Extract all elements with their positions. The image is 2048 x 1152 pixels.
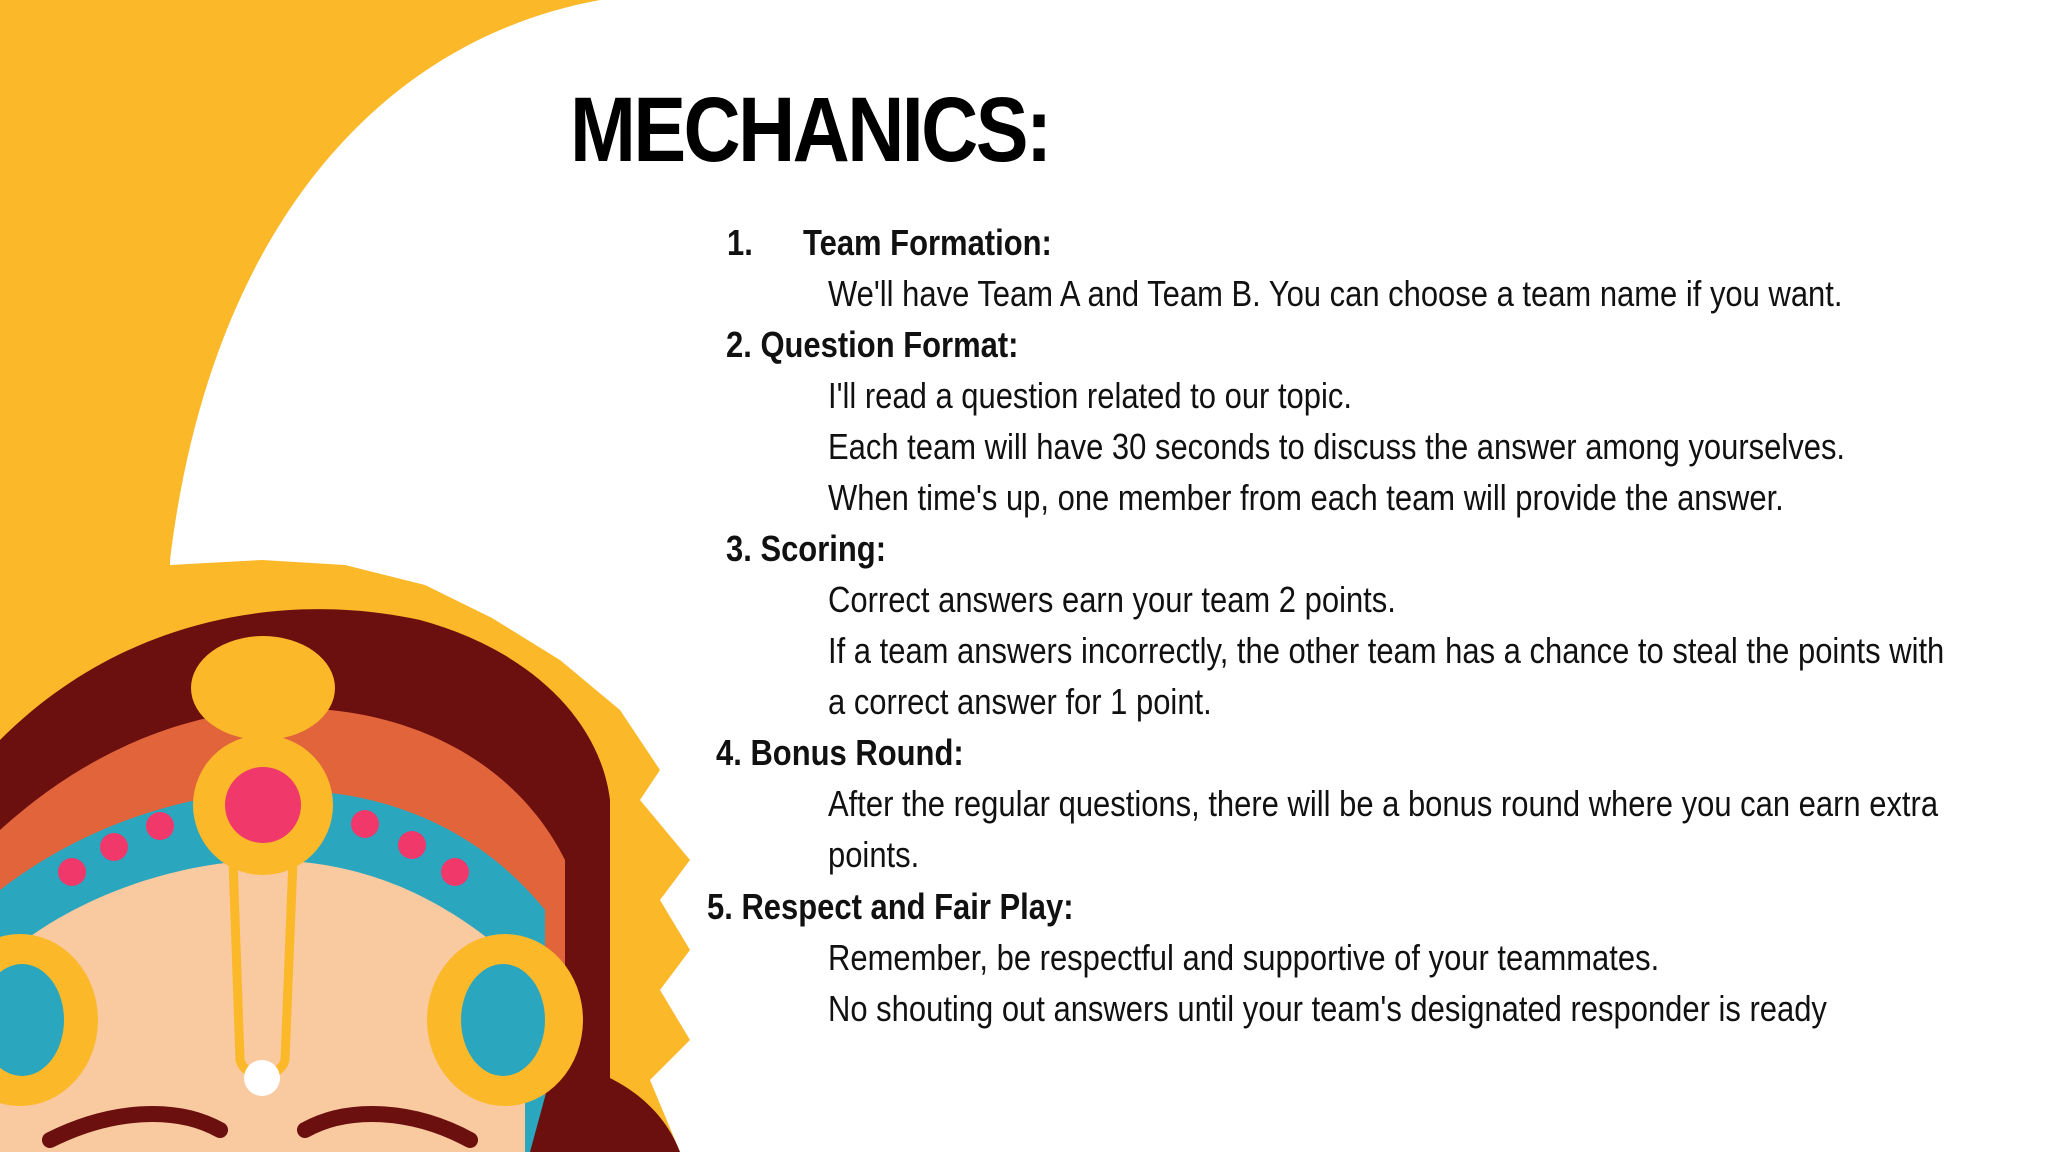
section-3-heading: Scoring: xyxy=(760,528,887,569)
section-3-line-1: Correct answers earn your team 2 points. xyxy=(828,579,1396,620)
section-5-line-2: No shouting out answers until your team's designated responder is ready xyxy=(828,988,1827,1029)
section-1-number: 1. xyxy=(727,222,753,263)
section-2-line-2: Each team will have 30 seconds to discuss the answer among yourselves. xyxy=(828,426,1846,467)
band-dot xyxy=(351,810,379,838)
section-2-heading-row xyxy=(726,324,1018,365)
section-1-line-1: We'll have Team A and Team B. You can choose a team name if you want. xyxy=(828,273,1843,314)
pearl-shape xyxy=(244,1060,280,1096)
crown-dome-shape xyxy=(191,636,335,740)
section-1-heading: Team Formation: xyxy=(803,222,1052,263)
section-3-number: 3. xyxy=(726,528,752,569)
section-5-heading-row xyxy=(707,886,1074,927)
section-4-heading-row xyxy=(716,732,964,773)
section-5-heading: Respect and Fair Play: xyxy=(741,886,1074,927)
band-dot xyxy=(100,833,128,861)
section-5-number: 5. xyxy=(707,886,733,927)
section-3-heading-row xyxy=(726,528,886,569)
band-dot xyxy=(146,812,174,840)
section-3-line-3: a correct answer for 1 point. xyxy=(828,681,1212,722)
section-2-number: 2. xyxy=(726,324,752,365)
section-5-line-1: Remember, be respectful and supportive of your teammates. xyxy=(828,937,1660,978)
band-dot xyxy=(441,858,469,886)
right-earring-inner-shape xyxy=(461,964,545,1076)
section-4-number: 4. xyxy=(716,732,742,773)
band-dot xyxy=(398,831,426,859)
band-dot xyxy=(58,858,86,886)
section-3-line-2: If a team answers incorrectly, the other team has a chance to steal the points with xyxy=(828,630,1945,671)
section-2-heading: Question Format: xyxy=(760,324,1019,365)
section-4-line-2: points. xyxy=(828,834,920,875)
jewel-inner-shape xyxy=(225,767,301,843)
section-2-line-1: I'll read a question related to our topic. xyxy=(828,375,1352,416)
section-4-heading: Bonus Round: xyxy=(750,732,964,773)
section-2-line-3: When time's up, one member from each team will provide the answer. xyxy=(828,477,1784,518)
section-4-line-1: After the regular questions, there will be a bonus round where you can earn extra xyxy=(828,783,1939,824)
slide-title: MECHANICS: xyxy=(570,79,1050,181)
